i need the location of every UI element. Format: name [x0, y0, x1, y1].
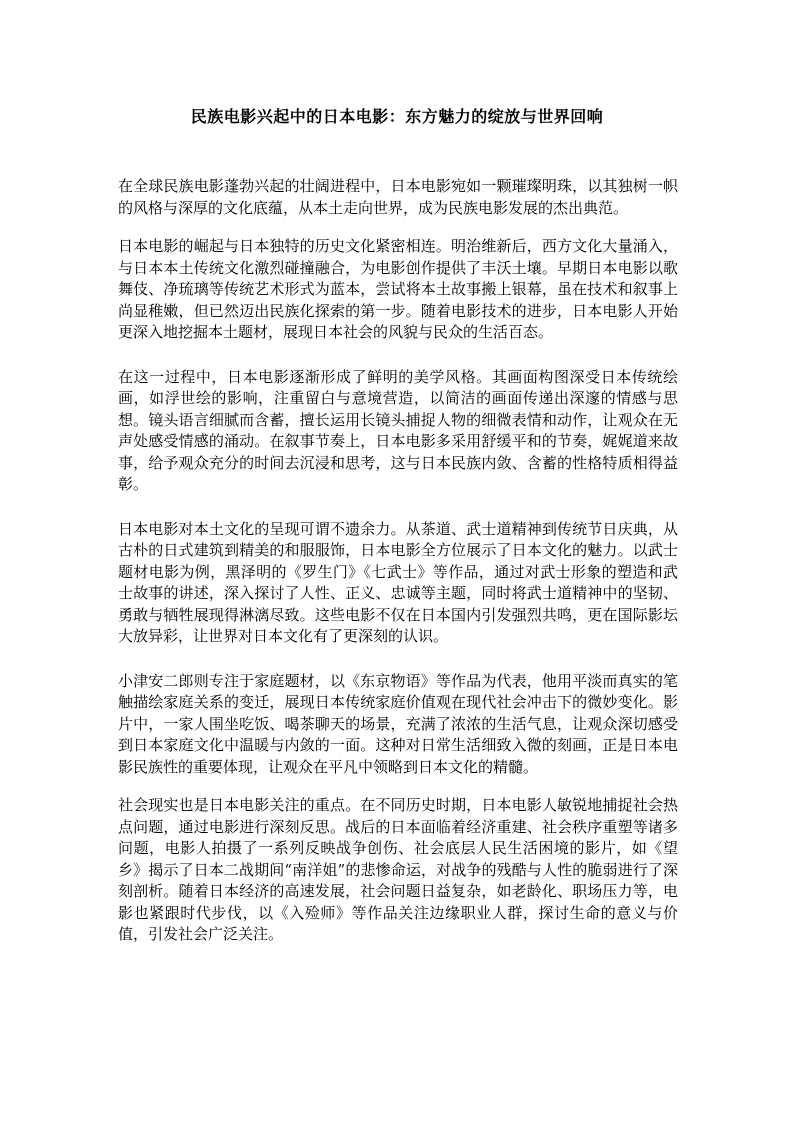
paragraph-2: 日本电影的崛起与日本独特的历史文化紧密相连。明治维新后，西方文化大量涌入，与日本本土传统文化激烈碰撞融合，为电影创作提供了丰沃土壤。早期日本电影以歌舞伎、净琉璃等传统艺术形式为蓝本，尝试将本土故事搬上银幕，虽在技术和叙事上尚显稚嫩，但已然迈出民族化探索的第一步。随着电影技术的进步，日本电影人开始更深入地挖掘本土题材，展现日本社会的风貌与民众的生活百态。: [118, 237, 678, 341]
paragraph-1: 在全球民族电影蓬勃兴起的壮阔进程中，日本电影宛如一颗璀璨明珠，以其独树一帜的风格与深厚的文化底蕴，从本土走向世界，成为民族电影发展的杰出典范。: [118, 177, 678, 217]
paragraph-6: 社会现实也是日本电影关注的重点。在不同历史时期，日本电影人敏锐地捕捉社会热点问题，通过电影进行深刻反思。战后的日本面临着经济重建、社会秩序重塑等诸多问题，电影人拍摄了一系列反映战争创伤、社会底层人民生活困境的影片，如《望乡》揭示了日本二战期间“南洋姐”的悲惨命运，对战争的残酷与人性的脆弱进行了深刻剖析。随着日本经济的高速发展，社会问题日益复杂，如老龄化、职场压力等，电影也紧跟时代步伐，以《入殓师》等作品关注边缘职业人群，探讨生命的意义与价值，引发社会广泛关注。: [118, 796, 678, 943]
document-title: 民族电影兴起中的日本电影：东方魅力的绽放与世界回响: [190, 107, 604, 126]
paragraph-5: 小津安二郎则专注于家庭题材，以《东京物语》等作品为代表，他用平淡而真实的笔触描绘家庭关系的变迁，展现日本传统家庭价值观在现代社会冲击下的微妙变化。影片中，一家人围坐吃饭、喝茶聊天的场景，充满了浓浓的生活气息，让观众深切感受到日本家庭文化中温暖与内敛的一面。这种对日常生活细致入微的刻画，正是日本电影民族性的重要体现，让观众在平凡中领略到日本文化的精髓。: [118, 671, 678, 776]
paragraph-4: 日本电影对本土文化的呈现可谓不遗余力。从茶道、武士道精神到传统节日庆典，从古朴的日式建筑到精美的和服服饰，日本电影全方位展示了日本文化的魅力。以武士题材电影为例，黑泽明的《罗生门》《七武士》等作品，通过对武士形象的塑造和武士故事的讲述，深入探讨了人性、正义、忠诚等主题，同时将武士道精神中的坚韧、勇敢与牺牲展现得淋漓尽致。这些电影不仅在日本国内引发强烈共鸣，更在国际影坛大放异彩，让世界对日本文化有了更深刻的认识。: [118, 519, 678, 645]
paragraph-3: 在这一过程中，日本电影逐渐形成了鲜明的美学风格。其画面构图深受日本传统绘画，如浮世绘的影响，注重留白与意境营造，以简洁的画面传递出深邃的情感与思想。镜头语言细腻而含蓄，擅长运用长镜头捕捉人物的细微表情和动作，让观众在无声处感受情感的涌动。在叙事节奏上，日本电影多采用舒缓平和的节奏，娓娓道来故事，给予观众充分的时间去沉浸和思考，这与日本民族内敛、含蓄的性格特质相得益彰。: [118, 367, 678, 493]
document-body: [118, 176, 678, 946]
